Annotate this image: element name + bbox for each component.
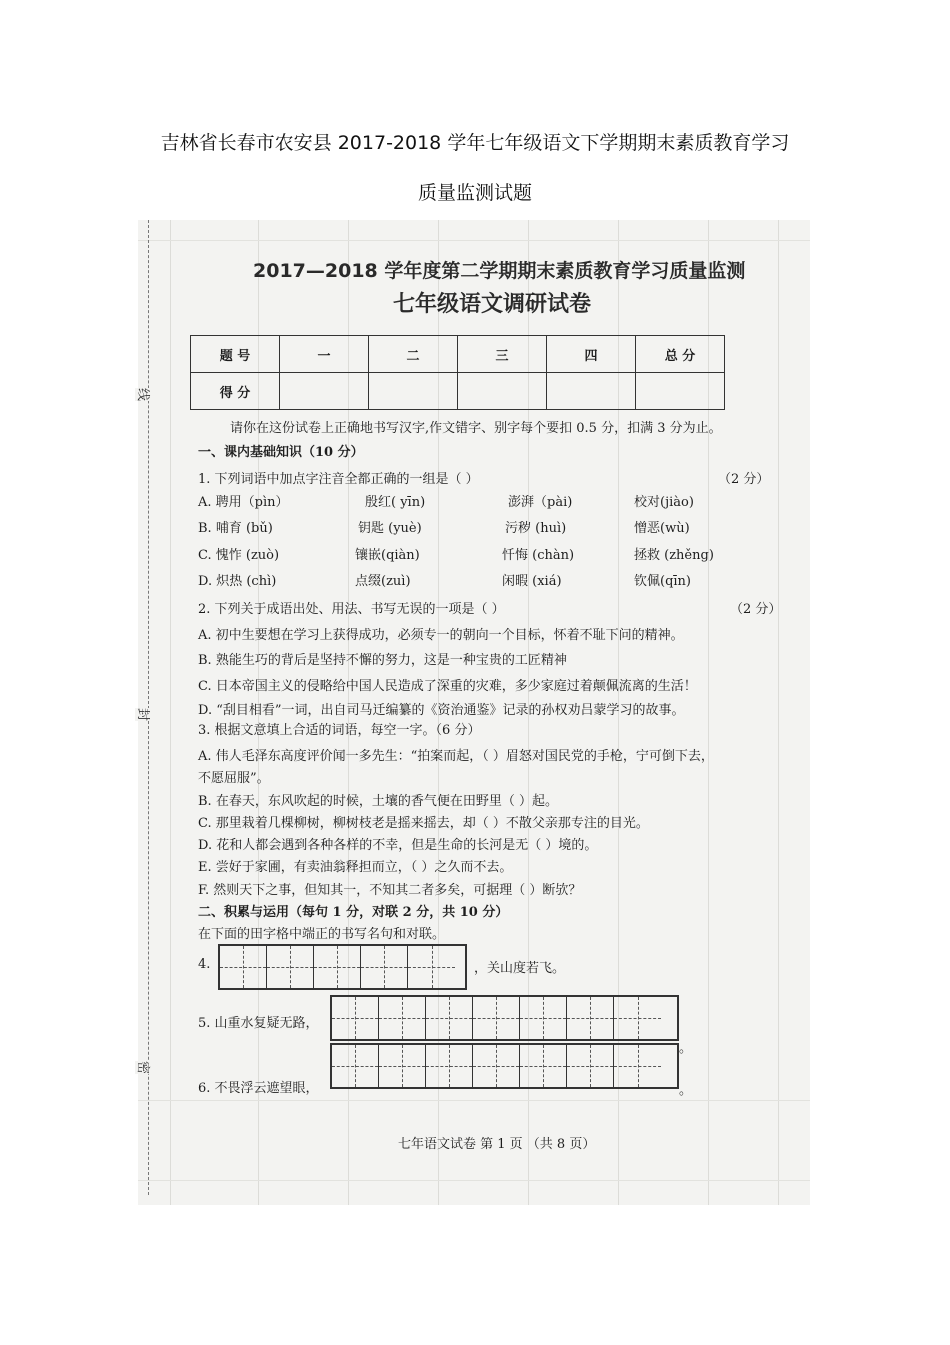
q6-writing-grid[interactable] xyxy=(330,1043,679,1089)
q2-option-d: D. “刮目相看”一词，出自司马迁编纂的《资治通鉴》记录的孙权劝吕蒙学习的故事。 xyxy=(198,703,685,718)
q1-option-c-3: 忏悔 (chàn) xyxy=(502,548,575,563)
q2-stem: 2. 下列关于成语出处、用法、书写无误的一项是（ ） xyxy=(198,602,505,617)
q3-item-f: F. 然则天下之事，但知其一，不知其二者多矣，可据理（ ）断欤？ xyxy=(198,883,582,898)
margin-label-xian: 线 xyxy=(135,388,154,401)
score-input-cell[interactable] xyxy=(280,373,369,410)
q1-option-a-2: 殷红( yīn) xyxy=(365,495,426,510)
q5-period: 。 xyxy=(679,1041,693,1056)
q1-option-b-4: 憎恶(wù) xyxy=(634,521,690,536)
score-header-cell: 总 分 xyxy=(636,336,725,373)
section2-instruction: 在下面的田字格中端正的书写名句和对联。 xyxy=(198,927,446,942)
q3-item-a-cont: 不愿屈服”。 xyxy=(198,771,270,786)
q2-points: （2 分） xyxy=(730,602,782,617)
q1-option-d-2: 点缀(zuì) xyxy=(355,574,411,589)
score-header-cell: 四 xyxy=(547,336,636,373)
margin-label-feng: 封 xyxy=(135,708,154,721)
q1-option-a-4: 校对(jiào) xyxy=(634,495,694,510)
score-table xyxy=(190,335,725,410)
score-input-cell[interactable] xyxy=(369,373,458,410)
document-title-line2: 质量监测试题 xyxy=(417,182,532,204)
q2-option-a: A. 初中生要想在学习上获得成功，必须专一的朝向一个目标，怀着不耻下问的精神。 xyxy=(198,628,684,643)
q2-option-b: B. 熟能生巧的背后是坚持不懈的努力，这是一种宝贵的工匠精神 xyxy=(198,653,567,668)
q1-stem: 1. 下列词语中加点字注音全都正确的一组是（ ） xyxy=(198,472,479,487)
q3-item-b: B. 在春天，东风吹起的时候，土壤的香气便在田野里（ ）起。 xyxy=(198,794,558,809)
exam-header: 2017—2018 学年度第二学期期末素质教育学习质量监测 xyxy=(253,260,746,282)
score-header-cell: 一 xyxy=(280,336,369,373)
q3-stem: 3. 根据文意填上合适的词语，每空一字。（6 分） xyxy=(198,723,481,738)
score-input-cell[interactable] xyxy=(458,373,547,410)
margin-label-mi: 密 xyxy=(135,1061,154,1074)
q1-option-b: B. 哺育 (bǔ) xyxy=(198,521,273,536)
q1-option-b-2: 钥匙 (yuè) xyxy=(358,521,422,536)
q5-label: 5. 山重水复疑无路， xyxy=(198,1016,319,1031)
q1-option-c-2: 镶嵌(qiàn) xyxy=(355,548,420,563)
section2-title: 二、积累与运用（每句 1 分，对联 2 分，共 10 分） xyxy=(198,905,509,920)
q4-following-text: ，关山度若飞。 xyxy=(474,961,566,976)
score-header-cell: 二 xyxy=(369,336,458,373)
q1-option-a-3: 澎湃（pài) xyxy=(508,495,573,510)
score-input-cell[interactable] xyxy=(636,373,725,410)
q4-writing-grid[interactable] xyxy=(218,944,467,990)
score-header-cell: 题 号 xyxy=(191,336,280,373)
page-footer: 七年语文试卷 第 1 页 （共 8 页） xyxy=(398,1137,596,1152)
document-title-line1: 吉林省长春市农安县 2017-2018 学年七年级语文下学期期末素质教育学习 xyxy=(160,132,790,154)
q1-option-b-3: 污秽 (huì) xyxy=(505,521,567,536)
q2-option-c: C. 日本帝国主义的侵略给中国人民造成了深重的灾难，多少家庭过着颠佩流离的生活！ xyxy=(198,679,697,694)
q1-option-c: C. 愧怍 (zuò) xyxy=(198,548,280,563)
q1-option-d: D. 炽热 (chì) xyxy=(198,574,277,589)
q3-item-a: A. 伟人毛泽东高度评价闻一多先生：“拍案而起，（ ）眉怒对国民党的手枪，宁可倒下去， xyxy=(198,749,714,764)
q6-label: 6. 不畏浮云遮望眼， xyxy=(198,1081,319,1096)
score-input-cell[interactable] xyxy=(547,373,636,410)
q4-number: 4. xyxy=(198,957,211,972)
instruction-text: 请你在这份试卷上正确地书写汉字,作文错字、别字每个要扣 0.5 分，扣满 3 分为止。 xyxy=(230,421,722,436)
q1-option-c-4: 拯救 (zhěng) xyxy=(634,548,714,563)
q1-option-d-3: 闲暇 (xiá) xyxy=(502,574,562,589)
q3-item-e: E. 尝好于家圃，有卖油翁释担而立，（ ）之久而不去。 xyxy=(198,860,513,875)
score-header-cell: 三 xyxy=(458,336,547,373)
q1-option-a: A. 聘用（pìn） xyxy=(198,495,289,510)
q3-item-d: D. 花和人都会遇到各种各样的不幸，但是生命的长河是无（ ）境的。 xyxy=(198,838,598,853)
q6-period: 。 xyxy=(679,1083,693,1098)
q3-item-c: C. 那里栽着几棵柳树，柳树枝老是摇来摇去，却（ ）不散父亲那专注的目光。 xyxy=(198,816,649,831)
score-row-label: 得 分 xyxy=(191,373,280,410)
q5-writing-grid[interactable] xyxy=(330,995,679,1041)
exam-subheader: 七年级语文调研试卷 xyxy=(393,292,592,317)
section1-title: 一、课内基础知识（10 分） xyxy=(198,445,364,460)
q1-option-d-4: 钦佩(qīn) xyxy=(634,574,691,589)
q1-points: （2 分） xyxy=(718,472,770,487)
